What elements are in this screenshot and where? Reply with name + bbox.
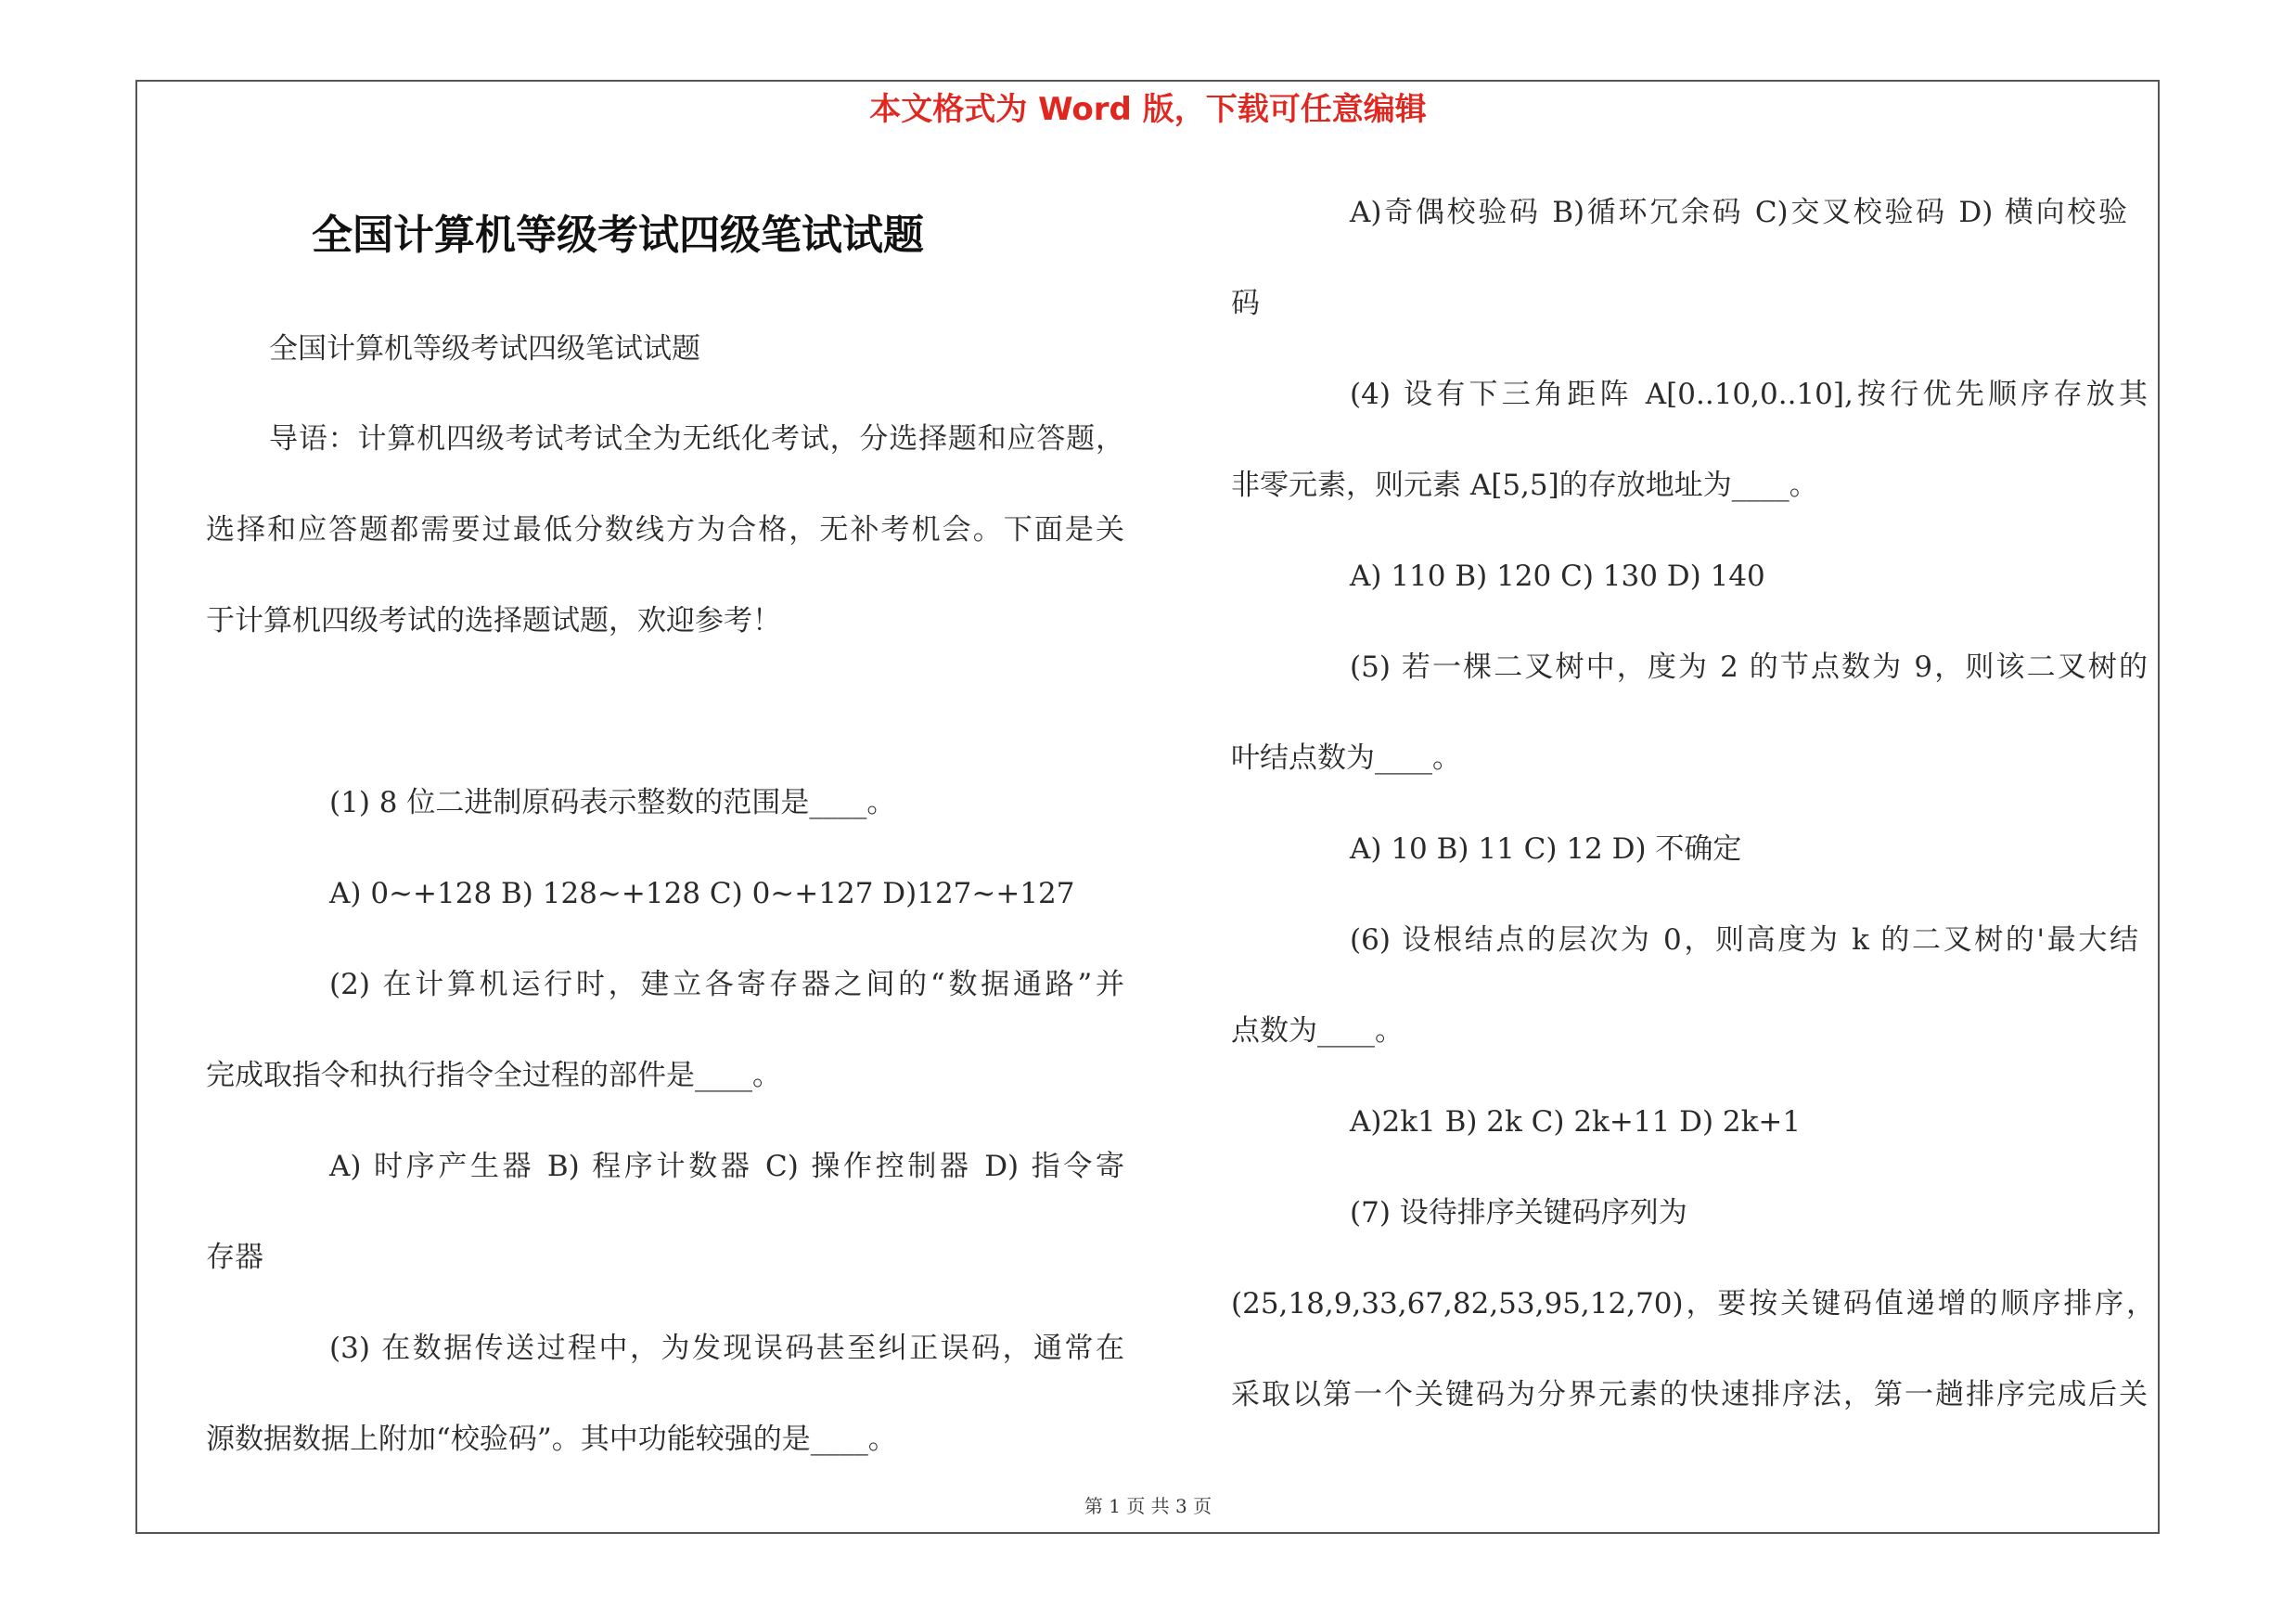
question-3-options-line-2: 码: [1231, 287, 1260, 320]
question-6-line-1: (6) 设根结点的层次为 0，则高度为 k 的二叉树的'最大结: [1350, 923, 2138, 957]
question-1: (1) 8 位二进制原码表示整数的范围是____。: [329, 786, 896, 819]
word-format-banner: 本文格式为 Word 版，下载可任意编辑: [869, 91, 1427, 128]
question-1-options: A) 0~+128 B) 128~+128 C) 0~+127 D)127~+127: [329, 877, 1075, 910]
question-2-options-line-1: A) 时序产生器 B) 程序计数器 C) 操作控制器 D) 指令寄: [329, 1150, 1124, 1183]
question-5-options: A) 10 B) 11 C) 12 D) 不确定: [1350, 832, 1742, 866]
question-6-options: A)2k1 B) 2k C) 2k+11 D) 2k+1: [1350, 1105, 1802, 1139]
question-7-line-1: (7) 设待排序关键码序列为: [1350, 1196, 1687, 1230]
question-3-line-2: 源数据数据上附加“校验码”。其中功能较强的是____。: [206, 1423, 897, 1456]
question-5-line-1: (5) 若一棵二叉树中，度为 2 的节点数为 9，则该二叉树的: [1350, 650, 2148, 684]
document-title: 全国计算机等级考试四级笔试试题: [312, 212, 924, 259]
page-number: 第 1 页 共 3 页: [1084, 1495, 1212, 1517]
question-4-line-1: (4) 设有下三角距阵 A[0..10,0..10],按行优先顺序存放其: [1350, 378, 2148, 411]
subtitle: 全国计算机等级考试四级笔试试题: [269, 332, 700, 366]
question-3-line-1: (3) 在数据传送过程中，为发现误码甚至纠正误码，通常在: [329, 1332, 1124, 1365]
intro-line-3: 于计算机四级考试的选择题试题，欢迎参考！: [206, 604, 781, 638]
intro-line-2: 选择和应答题都需要过最低分数线方为合格，无补考机会。下面是关: [206, 513, 1124, 547]
question-5-line-2: 叶结点数为____。: [1231, 741, 1461, 775]
question-3-options-line-1: A)奇偶校验码 B)循环冗余码 C)交叉校验码 D) 横向校验: [1350, 196, 2127, 229]
question-2-line-2: 完成取指令和执行指令全过程的部件是____。: [206, 1059, 781, 1092]
question-2-line-1: (2) 在计算机运行时，建立各寄存器之间的“数据通路”并: [329, 968, 1124, 1001]
question-7-line-3: 采取以第一个关键码为分界元素的快速排序法，第一趟排序完成后关: [1231, 1378, 2148, 1411]
question-2-options-line-2: 存器: [206, 1241, 263, 1274]
question-4-options: A) 110 B) 120 C) 130 D) 140: [1350, 560, 1765, 593]
question-7-line-2: (25,18,9,33,67,82,53,95,12,70)，要按关键码值递增的顺序排序，: [1231, 1287, 2155, 1320]
question-4-line-2: 非零元素，则元素 A[5,5]的存放地址为____。: [1231, 469, 1818, 502]
question-6-line-2: 点数为____。: [1231, 1014, 1404, 1048]
intro-line-1: 导语：计算机四级考试考试全为无纸化考试，分选择题和应答题，: [269, 422, 1124, 456]
